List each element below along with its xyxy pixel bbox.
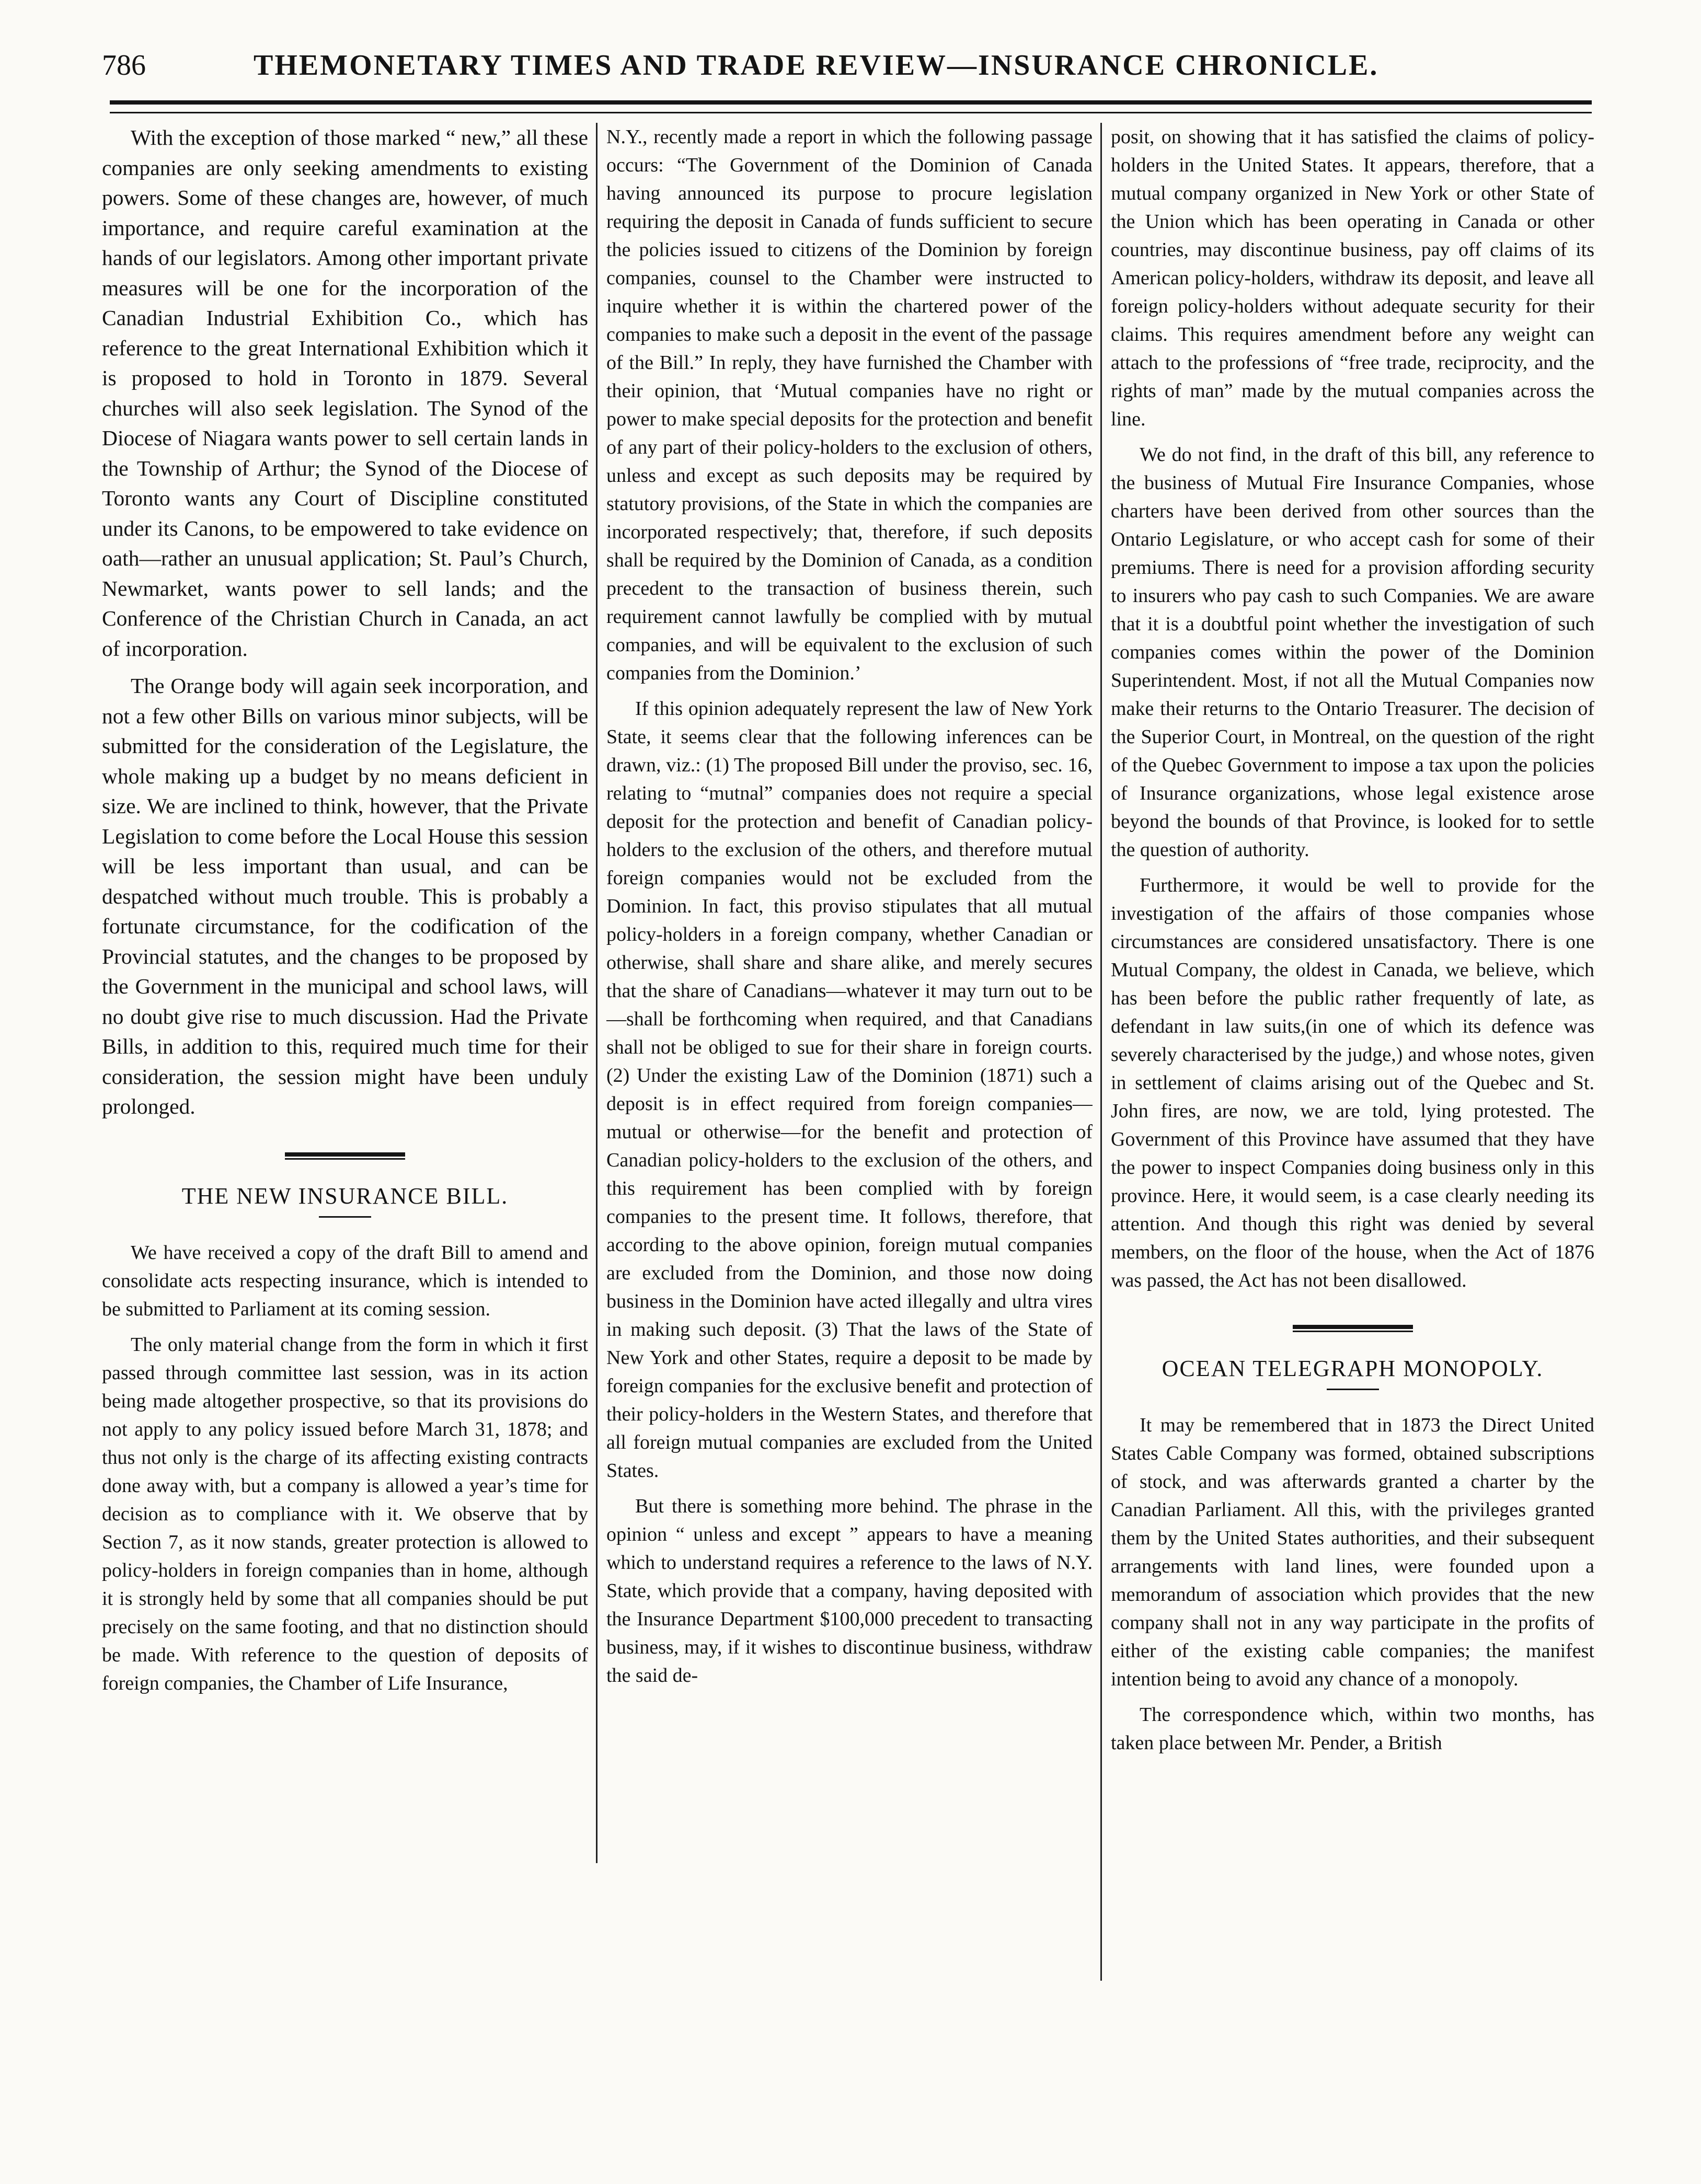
section-title-ocean-telegraph: OCEAN TELEGRAPH MONOPOLY.	[1162, 1356, 1544, 1381]
column-right	[1111, 123, 1594, 2151]
section-title-underline	[319, 1216, 371, 1218]
header-rule-thin	[110, 112, 1592, 113]
paragraph: The only material change from the form in which it first passed through committee last session, was in its action being made altogether prospective, so that its provisions do not apply to any policy issued before March 31, 1878; and thus not only is the charge of its affecting existing contracts done away with, but a company is allowed a year’s time for decision as to compliance with it. We observe that by Section 7, as it now stands, greater protection is allowed to policy-holders in foreign companies than in home, although it is strongly held by some that all companies should be put precisely on the same footing, and that no distinction should be made. With reference to the question of deposits of foreign companies, the Chamber of Life Insurance,	[102, 1333, 588, 1694]
section-title-insurance-bill: THE NEW INSURANCE BILL.	[181, 1183, 509, 1209]
paragraph: posit, on showing that it has satisfied the claims of policy-holders in the United States. It appears, therefore, that a mutual company organized in New York or other State of the Union which has been operating in Canada or other countries, may discontinue business, pay off claims of its American policy-holders, withdraw its deposit, and leave all foreign policy-holders without adequate security for their claims. This requires amendment before any weight can attach to the professions of “free trade, reciprocity, and the rights of man” made by the mutual companies across the line.	[1111, 126, 1594, 430]
paragraph: But there is something more behind. The phrase in the opinion “ unless and except ” appears to have a meaning which to understand requires a reference to the laws of N.Y. State, which provide that a company, having deposited with the Insurance Department $100,000 precedent to transacting business, may, if it wishes to discontinue business, withdraw the said de-	[606, 1495, 1093, 1686]
paragraph: With the exception of those marked “ new,” all these companies are only seeking amendments to existing powers. Some of these changes are, however, of much importance, and require careful examination at the hands of our legislators. Among other important private measures will be one for the incorporation of the Canadian Industrial Exhibition Co., which has reference to the great International Exhibition which it is proposed to hold in Toronto in 1879. Several churches will also seek legislation. The Synod of the Diocese of Niagara wants power to sell certain lands in the Township of Arthur; the Synod of the Diocese of Toronto wants any Court of Discipline constituted under its Canons, to be empowered to take evidence on oath—rather an unusual application; St. Paul’s Church, Newmarket, wants power to sell lands; and the Conference of the Christian Church in Canada, an act of incorporation.	[102, 125, 588, 661]
running-title: THEMONETARY TIMES AND TRADE REVIEW—INSURANCE CHRONICLE.	[254, 49, 1379, 82]
paragraph: We have received a copy of the draft Bill to amend and consolidate acts respecting insurance, which is intended to be submitted to Parliament at its coming session.	[102, 1241, 588, 1320]
paragraph: If this opinion adequately represent the law of New York State, it seems clear that the following inferences can be drawn, viz.: (1) The proposed Bill under the proviso, sec. 16, relating to “mutnal” companies does not require a special deposit for the protection and benefit of Canadian policy-holders to the exclusion of the others, and therefore mutual foreign companies would not be excluded from the Dominion. In fact, this proviso stipulates that all mutual policy-holders in a foreign company, whether Canadian or otherwise, shall share and share alike, and merely secures that the share of Canadians—whatever it may turn out to be—shall be forthcoming when required, and that Canadians shall not be obliged to sue for their share in foreign courts. (2) Under the existing Law of the Dominion (1871) such a deposit is in effect required from foreign companies—mutual or otherwise—for the benefit and protection of Canadian policy-holders to the exclusion of the others, and this requirement has been complied with by foreign companies to the present time. It follows, therefore, that according to the above opinion, foreign mutual companies are excluded from the Dominion, and those now doing business in the Dominion have acted illegally and ultra vires in making such deposit. (3) That the laws of the State of New York and other States, require a deposit to be made by foreign companies for the exclusive benefit and protection of their policy-holders in the Western States, and therefore that all foreign mutual companies are excluded from the United States.	[606, 698, 1093, 1482]
paragraph: The correspondence which, within two months, has taken place between Mr. Pender, a British	[1111, 1704, 1594, 1754]
page-header	[102, 39, 1592, 99]
section-ornament-rule	[285, 1152, 405, 1160]
paragraph: It may be remembered that in 1873 the Direct United States Cable Company was formed, obtained subscriptions of stock, and was afterwards granted a charter by the Canadian Parliament. All this, with the privileges granted them by the United States authorities, and their subsequent arrangements with land lines, were founded upon a memorandum of association which provides that the new company shall not in any way participate in the profits of either of the existing cable companies; the manifest intention being to avoid any chance of a monopoly.	[1111, 1414, 1594, 1690]
column-left	[102, 123, 588, 2151]
paragraph: Furthermore, it would be well to provide for the investigation of the affairs of those companies whose circumstances are considered unsatisfactory. There is one Mutual Company, the oldest in Canada, we believe, which has been before the public rather frequently of late, as defendant in law suits,(in one of which its defence was severely characterised by the judge,) and whose notes, given in settlement of claims arising out of the Quebec and St. John fires, are now, we are told, lying protested. The Government of this Province have assumed that they have the power to inspect Companies doing business only in this province. Here, it would seem, is a case clearly needing its attention. And though this right was denied by several members, on the floor of the house, when the Act of 1876 was passed, the Act has not been disallowed.	[1111, 874, 1594, 1291]
column-middle	[606, 123, 1093, 2151]
section-body-insurance-bill	[102, 1239, 588, 1697]
column-divider-left	[596, 123, 597, 1863]
section-ornament-rule	[1293, 1325, 1413, 1332]
column-divider-right	[1100, 123, 1102, 1981]
header-rule-thick	[110, 100, 1592, 105]
paragraph: N.Y., recently made a report in which the following passage occurs: “The Government of the Dominion of Canada having announced its purpose to procure legislation requiring the deposit in Canada of funds sufficient to secure the policies issued to citizens of the Dominion by foreign companies, counsel to the Chamber were instructed to inquire whether it is within the chartered power of the companies to make such a deposit in the event of the passage of the Bill.” In reply, they have furnished the Chamber with their opinion, that ‘Mutual companies have no right or power to make special deposits for the protection and benefit of any part of their policy-holders to the exclusion of others, unless and except as such deposits may be required by statutory provisions, of the State in which the companies are incorporated respectively; that, therefore, if such deposits shall be required by the Dominion of Canada, as a condition precedent to the transaction of business therein, such requirement cannot lawfully be complied with by mutual companies, and will be equivalent to the exclusion of such companies from the Dominion.’	[606, 126, 1093, 684]
page-number: 786	[102, 49, 146, 82]
section-title-underline	[1327, 1389, 1379, 1390]
paragraph: The Orange body will again seek incorporation, and not a few other Bills on various minor subjects, will be submitted for the consideration of the Legislature, the whole making up a budget by no means deficient in size. We are inclined to think, however, that the Private Legislation to come before the Local House this session will be less important than usual, and can be despatched without much trouble. This is probably a fortunate circumstance, for the codification of the Provincial statutes, and the changes to be proposed by the Government in the municipal and school laws, will no doubt give rise to much discussion. Had the Private Bills, in addition to this, required much time for their consideration, the session might have been unduly prolonged.	[102, 674, 588, 1118]
paragraph: We do not find, in the draft of this bill, any reference to the business of Mutual Fire Insurance Companies, whose charters have been derived from other sources than the Ontario Legislature, or who accept cash for some of their premiums. There is need for a provision affording security to insurers who pay cash to such Companies. We are aware that it is a doubtful point whether the investigation of such companies comes within the power of the Dominion Superintendent. Most, if not all the Mutual Companies now make their returns to the Ontario Treasurer. The decision of the Superior Court, in Montreal, on the question of the right of the Quebec Government to impose a tax upon the policies of Insurance organizations, whose legal existence arose beyond the bounds of that Province, is looked for to settle the question of authority.	[1111, 444, 1594, 861]
